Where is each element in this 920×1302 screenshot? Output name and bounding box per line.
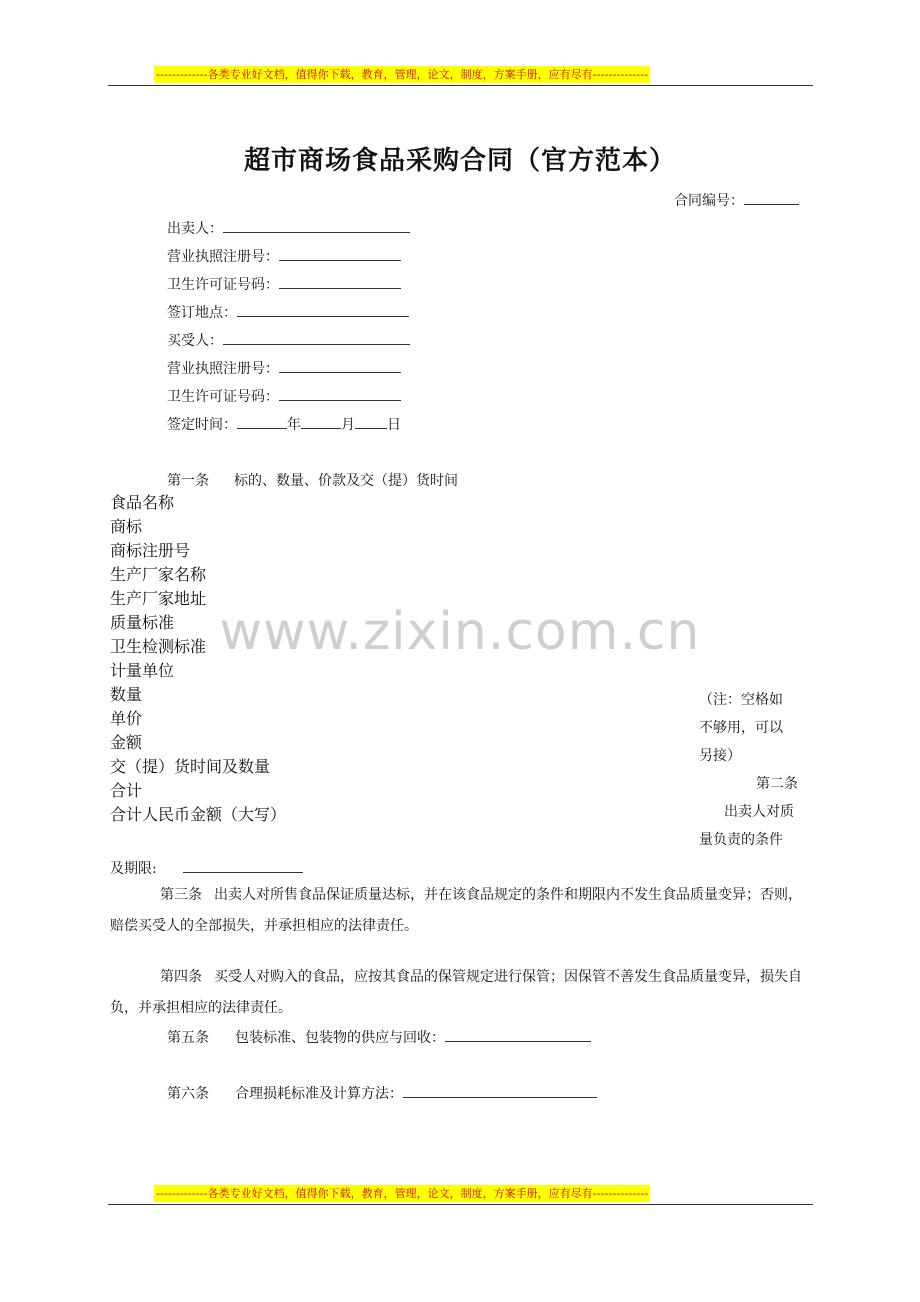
item-delivery-time: 交（提）货时间及数量 — [110, 757, 271, 776]
field-blank[interactable] — [237, 302, 409, 317]
day-blank[interactable] — [355, 414, 387, 429]
article-2-blank[interactable] — [183, 858, 303, 873]
field-label: 营业执照注册号： — [167, 361, 279, 377]
note-line-2: 不够用，可以 — [699, 720, 783, 736]
contract-number-label: 合同编号： — [674, 193, 744, 209]
item-quality-standard: 质量标准 — [110, 613, 175, 632]
article-text: 标的、数量、价款及交（提）货时间 — [234, 473, 458, 489]
item-quantity: 数量 — [110, 685, 143, 704]
field-label: 营业执照注册号： — [167, 249, 279, 265]
field-label: 出卖人： — [167, 221, 223, 237]
footer-banner: -------------各类专业好文档，值得你下载，教育，管理，论文，制度，方案手册，应有尽有-------------- — [156, 1187, 649, 1200]
item-trademark-reg: 商标注册号 — [110, 541, 191, 560]
field-blank[interactable] — [223, 330, 410, 345]
article-number: 第四条 — [160, 969, 202, 985]
field-buyer — [167, 330, 410, 350]
day-label: 日 — [387, 417, 401, 433]
article-5-blank[interactable] — [445, 1027, 591, 1042]
field-sign-time — [167, 414, 401, 434]
item-unit: 计量单位 — [110, 661, 175, 680]
header-banner: -------------各类专业好文档，值得你下载，教育，管理，论文，制度，方案手册，应有尽有-------------- — [156, 68, 649, 81]
article-number: 第五条 — [167, 1030, 209, 1046]
article-6 — [167, 1083, 597, 1103]
field-blank[interactable] — [279, 386, 401, 401]
field-label: 签订地点： — [167, 305, 237, 321]
article-1-heading — [167, 470, 458, 490]
contract-number-blank[interactable] — [744, 190, 799, 205]
sign-time-label: 签定时间： — [167, 417, 237, 433]
item-health-standard: 卫生检测标准 — [110, 637, 207, 656]
field-seller — [167, 218, 410, 238]
item-trademark: 商标 — [110, 517, 143, 536]
article-5 — [167, 1027, 591, 1047]
year-blank[interactable] — [237, 414, 287, 429]
field-sign-place — [167, 302, 409, 322]
item-unit-price: 单价 — [110, 709, 143, 728]
year-label: 年 — [287, 417, 301, 433]
month-blank[interactable] — [301, 414, 341, 429]
article-text: 出卖人对所售食品保证质量达标，并在该食品规定的条件和期限内不发生食品质量变异；否则，赔偿买受人的全部损失，并承担相应的法律责任。 — [110, 887, 802, 934]
item-manufacturer-name: 生产厂家名称 — [110, 565, 207, 584]
field-buyer-health-permit — [167, 386, 401, 406]
field-blank[interactable] — [279, 358, 401, 373]
field-label: 卫生许可证号码： — [167, 389, 279, 405]
month-label: 月 — [341, 417, 355, 433]
field-blank[interactable] — [279, 246, 401, 261]
article-text: 包装标准、包装物的供应与回收： — [235, 1030, 445, 1046]
article-number: 第三条 — [160, 887, 202, 903]
note-line-1: （注：空格如 — [699, 692, 783, 708]
item-total-rmb: 合计人民币金额（大写） — [110, 805, 287, 824]
article-2-cont-text: 及期限: — [110, 861, 157, 877]
field-seller-license — [167, 246, 401, 266]
watermark: www.zixin.com.cn — [219, 602, 701, 662]
field-seller-health-permit — [167, 274, 401, 294]
footer-rule — [108, 1204, 813, 1205]
article-3 — [110, 880, 812, 942]
item-amount: 金额 — [110, 733, 143, 752]
field-label: 买受人： — [167, 333, 223, 349]
article-4 — [110, 962, 812, 1024]
header-rule — [108, 85, 813, 86]
article-2-number: 第二条 — [756, 776, 798, 792]
article-text: 买受人对购入的食品，应按其食品的保管规定进行保管；因保管不善发生食品质量变异，损失自负，并承担相应的法律责任。 — [110, 969, 802, 1016]
article-2-line-1: 出卖人对质 — [724, 804, 794, 820]
article-text: 合理损耗标准及计算方法： — [235, 1086, 403, 1102]
article-6-blank[interactable] — [403, 1083, 597, 1098]
article-2-line-2: 量负责的条件 — [699, 832, 783, 848]
document-title: 超市商场食品采购合同（官方范本） — [243, 146, 676, 176]
item-total: 合计 — [110, 781, 143, 800]
item-food-name: 食品名称 — [110, 493, 175, 512]
field-blank[interactable] — [223, 218, 410, 233]
field-buyer-license — [167, 358, 401, 378]
field-label: 卫生许可证号码： — [167, 277, 279, 293]
note-line-3: 另接） — [699, 748, 741, 764]
article-2-continuation — [110, 858, 303, 878]
item-manufacturer-address: 生产厂家地址 — [110, 589, 207, 608]
article-number: 第一条 — [167, 473, 209, 489]
field-blank[interactable] — [279, 274, 401, 289]
contract-number — [674, 190, 799, 210]
article-number: 第六条 — [167, 1086, 209, 1102]
